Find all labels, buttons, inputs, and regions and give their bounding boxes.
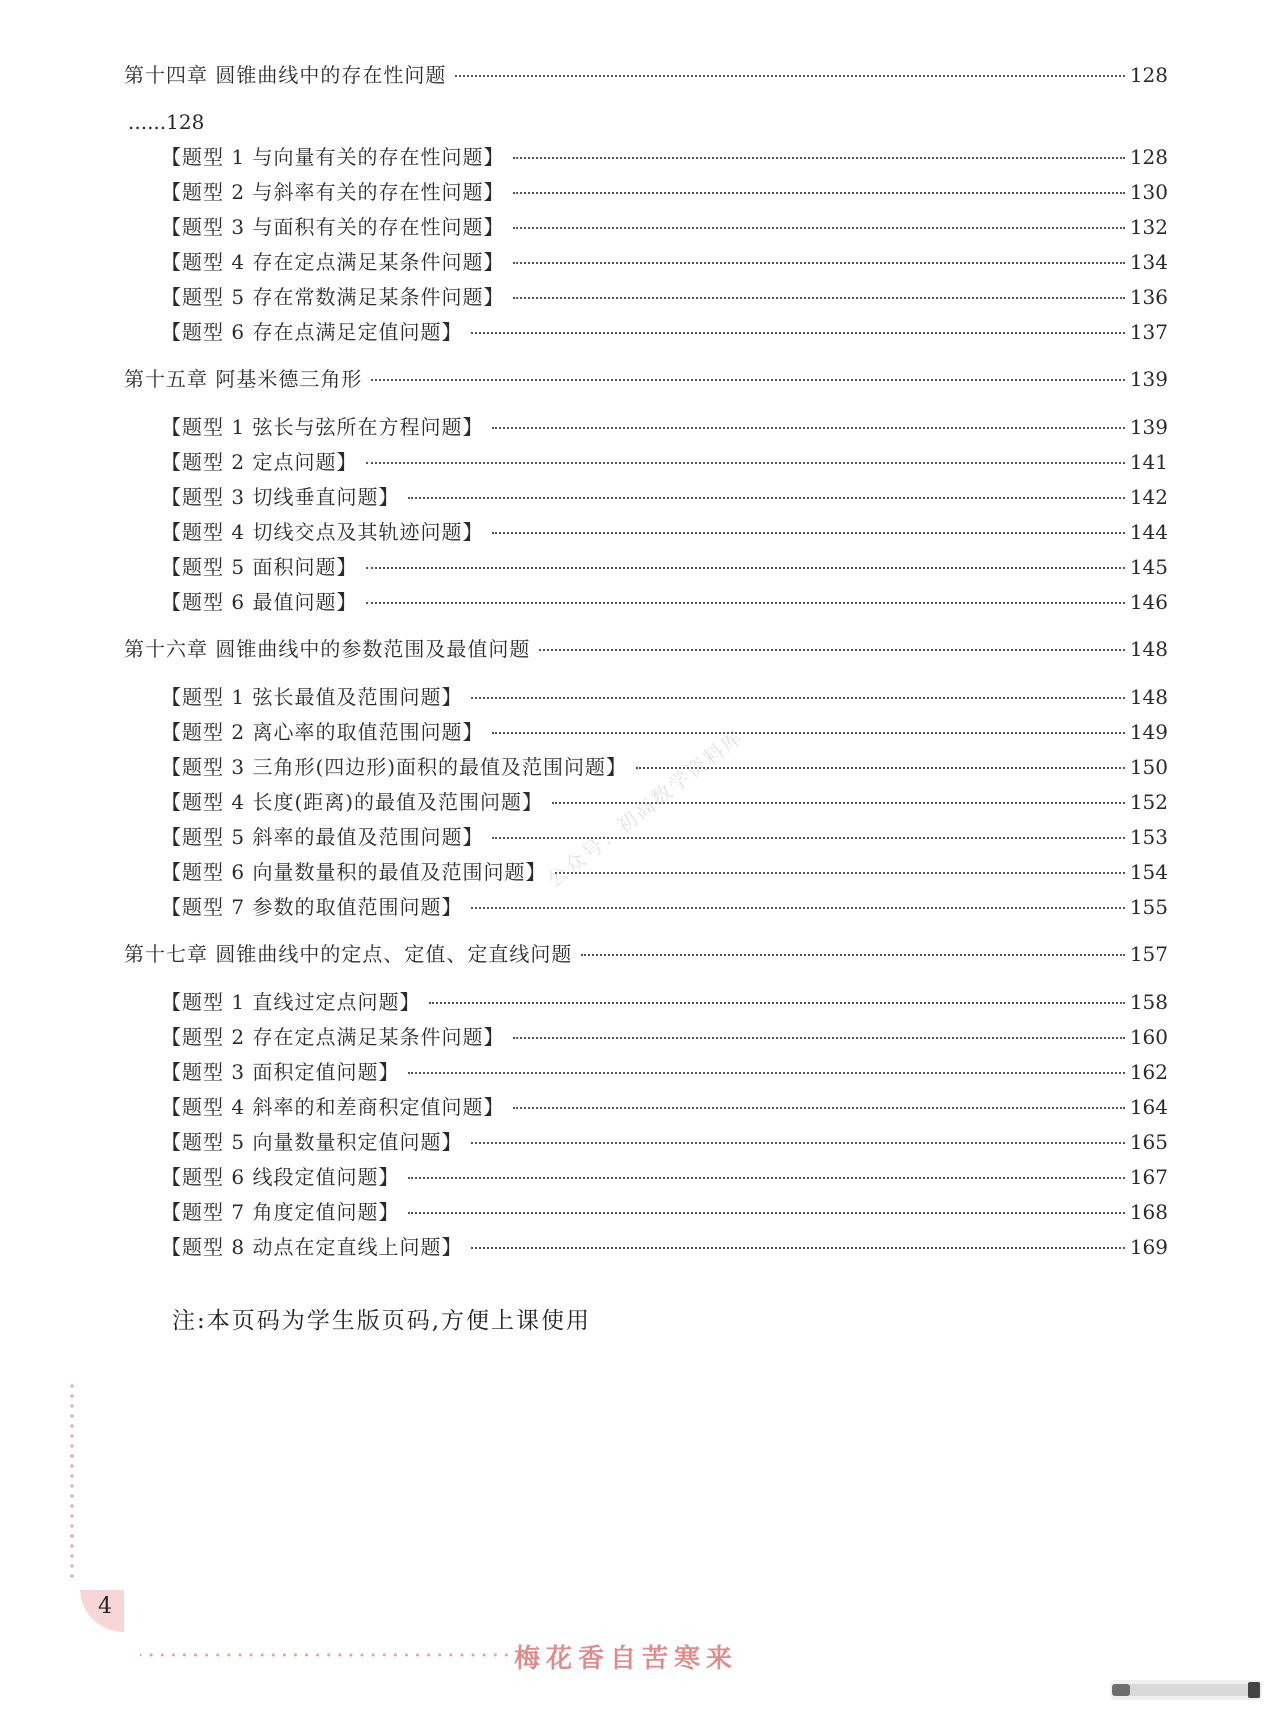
item-label: 【题型 2 与斜率有关的存在性问题】 bbox=[161, 180, 505, 204]
toc-item[interactable] bbox=[161, 1163, 1168, 1191]
chapter-title: 第十七章 圆锥曲线中的定点、定值、定直线问题 bbox=[124, 942, 573, 966]
dot-leader bbox=[513, 1107, 1124, 1109]
item-page: 165 bbox=[1129, 1130, 1168, 1154]
item-page: 146 bbox=[1129, 590, 1168, 614]
dot-leader bbox=[471, 1142, 1124, 1144]
item-label: 【题型 2 离心率的取值范围问题】 bbox=[161, 720, 484, 744]
item-label: 【题型 2 定点问题】 bbox=[161, 450, 358, 474]
dot-leader bbox=[555, 872, 1124, 874]
dot-leader bbox=[492, 427, 1124, 429]
dot-leader bbox=[492, 532, 1124, 534]
item-label: 【题型 7 角度定值问题】 bbox=[161, 1200, 400, 1224]
item-label: 【题型 1 弦长最值及范围问题】 bbox=[161, 685, 463, 709]
item-label: 【题型 4 斜率的和差商积定值问题】 bbox=[161, 1095, 505, 1119]
dot-leader bbox=[408, 497, 1124, 499]
scroll-thumb[interactable] bbox=[1112, 1684, 1130, 1696]
item-page: 130 bbox=[1129, 180, 1168, 204]
dot-leader bbox=[371, 379, 1124, 381]
chapter-title: 第十四章 圆锥曲线中的存在性问题 bbox=[124, 63, 447, 87]
item-label: 【题型 4 长度(距离)的最值及范围问题】 bbox=[161, 790, 544, 814]
item-page: 169 bbox=[1129, 1235, 1168, 1259]
chapter-page: 139 bbox=[1129, 367, 1168, 391]
toc-item[interactable] bbox=[161, 518, 1168, 546]
item-page: 136 bbox=[1129, 285, 1168, 309]
item-label: 【题型 6 最值问题】 bbox=[161, 590, 358, 614]
toc-item[interactable] bbox=[161, 988, 1168, 1016]
toc-item[interactable] bbox=[161, 1198, 1168, 1226]
item-label: 【题型 5 向量数量积定值问题】 bbox=[161, 1130, 463, 1154]
item-page: 164 bbox=[1129, 1095, 1168, 1119]
chapter-page: 157 bbox=[1129, 942, 1168, 966]
dot-leader bbox=[408, 1212, 1124, 1214]
dot-leader bbox=[429, 1002, 1124, 1004]
dot-leader bbox=[513, 192, 1124, 194]
watermark: 公众号：初高数学资料库 bbox=[542, 724, 748, 893]
dot-leader bbox=[513, 227, 1124, 229]
dot-leader bbox=[455, 75, 1124, 77]
dot-leader bbox=[366, 462, 1124, 464]
dot-leader bbox=[408, 1177, 1124, 1179]
item-page: 145 bbox=[1129, 555, 1168, 579]
dot-leader bbox=[539, 649, 1124, 651]
item-page: 154 bbox=[1129, 860, 1168, 884]
item-page: 139 bbox=[1129, 415, 1168, 439]
item-label: 【题型 1 与向量有关的存在性问题】 bbox=[161, 145, 505, 169]
item-page: 128 bbox=[1129, 145, 1168, 169]
toc-item[interactable] bbox=[161, 283, 1168, 311]
item-page: 142 bbox=[1129, 485, 1168, 509]
toc-item[interactable] bbox=[161, 683, 1168, 711]
toc-item[interactable] bbox=[161, 413, 1168, 441]
dot-leader bbox=[366, 567, 1124, 569]
item-label: 【题型 1 直线过定点问题】 bbox=[161, 990, 421, 1014]
dot-leader bbox=[471, 907, 1124, 909]
page-note: 注:本页码为学生版页码,方便上课使用 bbox=[172, 1308, 592, 1334]
dot-leader bbox=[581, 954, 1124, 956]
item-label: 【题型 8 动点在定直线上问题】 bbox=[161, 1235, 463, 1259]
dot-leader bbox=[513, 262, 1124, 264]
item-page: 148 bbox=[1129, 685, 1168, 709]
dot-leader bbox=[513, 297, 1124, 299]
item-page: 155 bbox=[1129, 895, 1168, 919]
item-page: 158 bbox=[1129, 990, 1168, 1014]
item-label: 【题型 2 存在定点满足某条件问题】 bbox=[161, 1025, 505, 1049]
item-label: 【题型 3 切线垂直问题】 bbox=[161, 485, 400, 509]
item-page: 141 bbox=[1129, 450, 1168, 474]
dot-leader bbox=[513, 1037, 1124, 1039]
toc-item[interactable] bbox=[161, 1093, 1168, 1121]
toc-item[interactable] bbox=[161, 1128, 1168, 1156]
item-label: 【题型 5 存在常数满足某条件问题】 bbox=[161, 285, 505, 309]
item-page: 162 bbox=[1129, 1060, 1168, 1084]
item-label: 【题型 6 向量数量积的最值及范围问题】 bbox=[161, 860, 547, 884]
item-label: 【题型 6 线段定值问题】 bbox=[161, 1165, 400, 1189]
toc-item[interactable] bbox=[161, 823, 1168, 851]
scroll-bar[interactable] bbox=[1110, 1678, 1262, 1702]
toc-item[interactable] bbox=[161, 248, 1168, 276]
item-page: 132 bbox=[1129, 215, 1168, 239]
corner-decoration bbox=[0, 1380, 140, 1680]
dot-leader bbox=[408, 1072, 1124, 1074]
toc-item[interactable] bbox=[161, 893, 1168, 921]
toc-item[interactable] bbox=[161, 483, 1168, 511]
item-page: 160 bbox=[1129, 1025, 1168, 1049]
item-page: 137 bbox=[1129, 320, 1168, 344]
toc-item[interactable] bbox=[161, 858, 1168, 886]
dot-leader bbox=[492, 732, 1124, 734]
toc-item[interactable] bbox=[161, 1233, 1168, 1261]
toc-item[interactable] bbox=[161, 588, 1168, 616]
item-label: 【题型 4 切线交点及其轨迹问题】 bbox=[161, 520, 484, 544]
dot-leader bbox=[471, 697, 1124, 699]
stray-page-ref: ......128 bbox=[128, 110, 205, 134]
item-page: 150 bbox=[1129, 755, 1168, 779]
item-page: 167 bbox=[1129, 1165, 1168, 1189]
item-label: 【题型 7 参数的取值范围问题】 bbox=[161, 895, 463, 919]
page-number: 4 bbox=[98, 1594, 112, 1619]
item-label: 【题型 6 存在点满足定值问题】 bbox=[161, 320, 463, 344]
toc-item[interactable] bbox=[161, 318, 1168, 346]
chapter-title: 第十五章 阿基米德三角形 bbox=[124, 367, 363, 391]
toc-item[interactable] bbox=[161, 448, 1168, 476]
item-label: 【题型 3 面积定值问题】 bbox=[161, 1060, 400, 1084]
item-label: 【题型 5 面积问题】 bbox=[161, 555, 358, 579]
toc-item[interactable] bbox=[161, 553, 1168, 581]
item-page: 144 bbox=[1129, 520, 1168, 544]
toc-chapter-17[interactable] bbox=[124, 940, 1168, 968]
item-label: 【题型 5 斜率的最值及范围问题】 bbox=[161, 825, 484, 849]
footer-dotted-line bbox=[140, 1650, 510, 1660]
toc-chapter-15[interactable] bbox=[124, 365, 1168, 393]
dot-leader bbox=[471, 332, 1124, 334]
item-page: 149 bbox=[1129, 720, 1168, 744]
item-label: 【题型 3 与面积有关的存在性问题】 bbox=[161, 215, 505, 239]
footer-motto: 梅花香自苦寒来 bbox=[514, 1644, 739, 1674]
item-label: 【题型 4 存在定点满足某条件问题】 bbox=[161, 250, 505, 274]
item-page: 153 bbox=[1129, 825, 1168, 849]
toc-item[interactable] bbox=[161, 1058, 1168, 1086]
scroll-end[interactable] bbox=[1248, 1682, 1260, 1698]
item-page: 168 bbox=[1129, 1200, 1168, 1224]
toc-item[interactable] bbox=[161, 1023, 1168, 1051]
dot-leader bbox=[366, 602, 1124, 604]
item-label: 【题型 1 弦长与弦所在方程问题】 bbox=[161, 415, 484, 439]
dot-leader bbox=[471, 1247, 1124, 1249]
toc-chapter-14[interactable] bbox=[124, 61, 1168, 89]
chapter-page: 128 bbox=[1129, 63, 1168, 87]
toc-chapter-16[interactable] bbox=[124, 635, 1168, 663]
toc-item[interactable] bbox=[161, 178, 1168, 206]
item-page: 134 bbox=[1129, 250, 1168, 274]
item-page: 152 bbox=[1129, 790, 1168, 814]
item-label: 【题型 3 三角形(四边形)面积的最值及范围问题】 bbox=[161, 755, 628, 779]
toc-item[interactable] bbox=[161, 213, 1168, 241]
toc-item[interactable] bbox=[161, 143, 1168, 171]
chapter-page: 148 bbox=[1129, 637, 1168, 661]
chapter-title: 第十六章 圆锥曲线中的参数范围及最值问题 bbox=[124, 637, 531, 661]
dot-leader bbox=[513, 157, 1124, 159]
toc-item[interactable] bbox=[161, 718, 1168, 746]
